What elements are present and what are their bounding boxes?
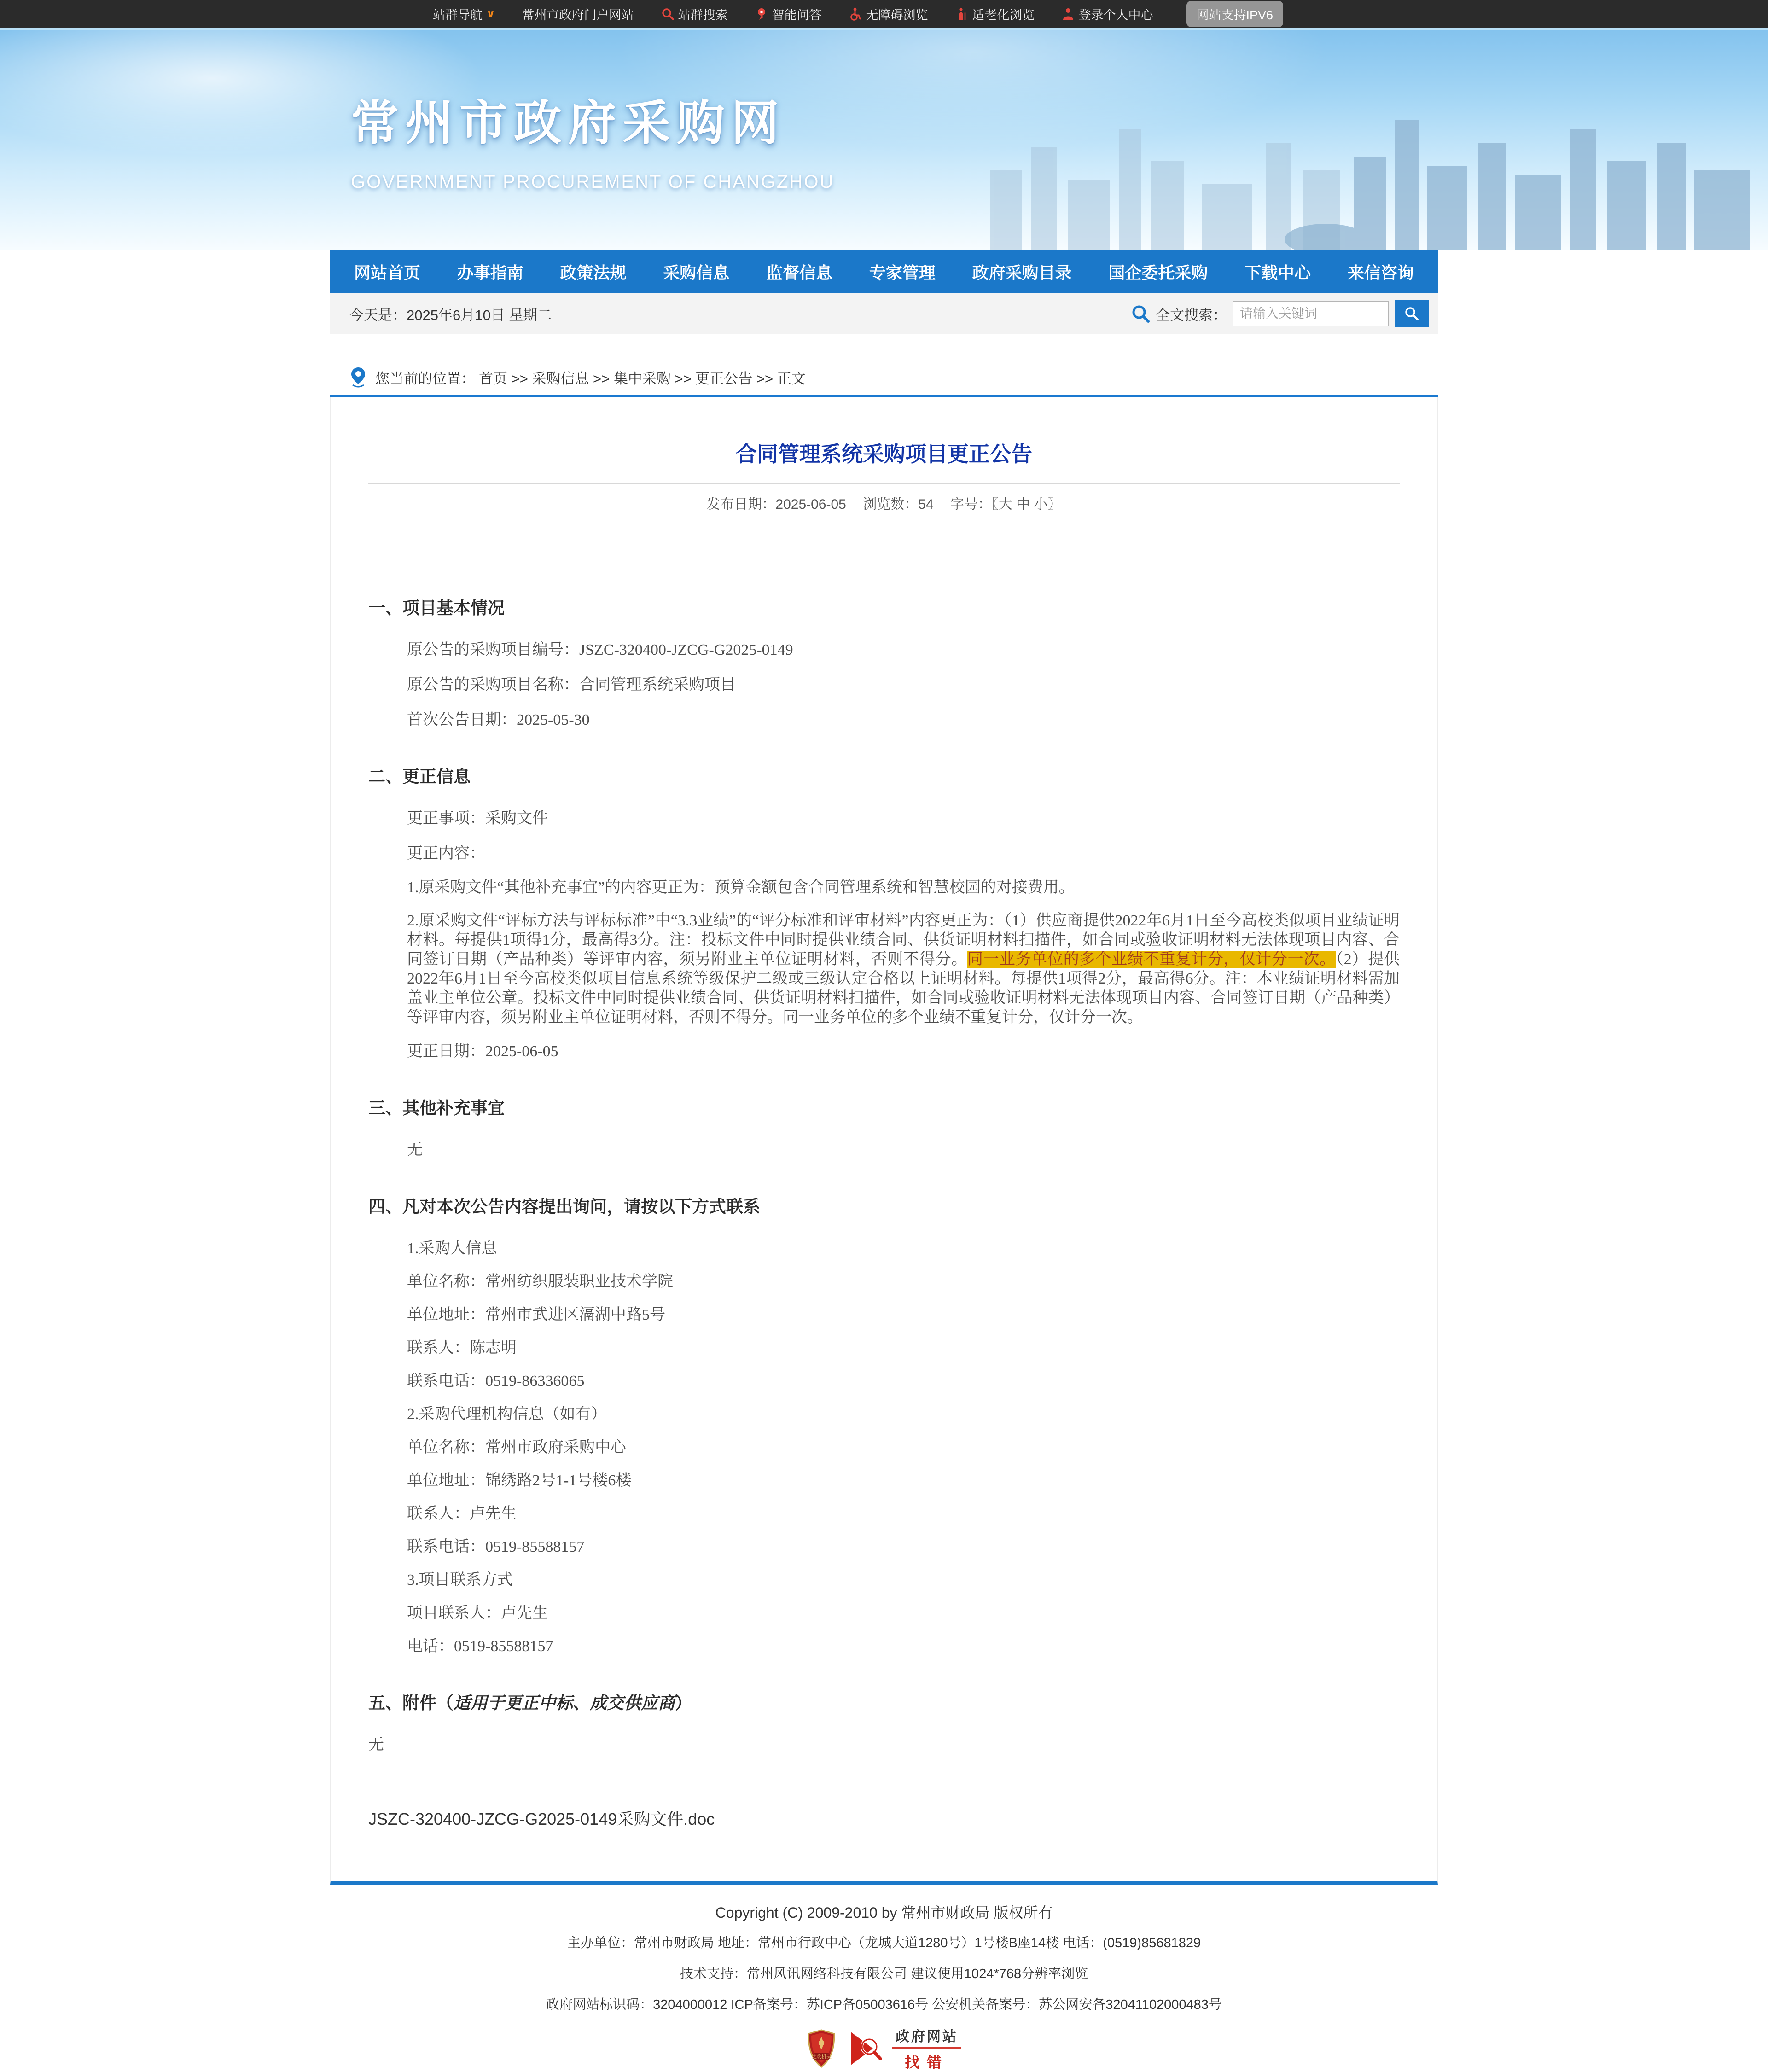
qa-bubble-icon: [755, 7, 768, 21]
user-icon: [1061, 7, 1075, 21]
elder-mode-label: 适老化浏览: [972, 8, 1035, 22]
nav-item-homepage[interactable]: 网站首页: [354, 263, 421, 282]
find-error-badge-divider: [892, 2047, 961, 2049]
nav-item-mail-consult[interactable]: 来信咨询: [1347, 263, 1414, 282]
site-logo-title: 常州市政府采购网: [351, 97, 786, 150]
portal-site-link[interactable]: [522, 5, 634, 23]
nav-item-experts[interactable]: 专家管理: [869, 263, 936, 282]
wheelchair-icon: [849, 7, 862, 21]
site-error-report-badge[interactable]: [848, 2025, 961, 2072]
date-search-bar: [330, 293, 1438, 334]
title-divider: [368, 483, 1400, 484]
attachment-doc-link[interactable]: JSZC-320400-JZCG-G2025-0149采购文件.doc: [368, 1810, 715, 1828]
correction-content-label: 更正内容：: [407, 845, 485, 862]
footer-tech-support: 技术支持：常州风讯网络科技有限公司 建议使用1024*768分辨率浏览: [680, 1967, 1088, 1981]
search-icon: [1131, 304, 1150, 323]
paragraph2-pre-text: 2.原采购文件“评标方法与评标标准”中“3.3业绩”的“评分标准和评审材料”内容更正为：（1）供应商提供2022年6月1日至今高校类似项目业绩证明材料。每提供1项得1分，最高得3分。注：投标文件中同时提供业绩合同、供货证明材料扫描件，如合同或验收证明材料无法体现项目内容、合同签订日期（产品种类）等评审内容，须另附业主单位证明材料，否则不得分。: [407, 912, 1400, 968]
site-banner: [0, 28, 1768, 250]
breadcrumb-prefix: 您当前的位置：: [375, 370, 475, 387]
search-label: 全文搜索：: [1156, 307, 1227, 323]
location-pin-icon: [349, 367, 367, 388]
find-error-badge-bottom-text: 找错: [904, 2054, 949, 2071]
page-footer: [330, 1885, 1438, 2072]
today-date-text: 今天是：2025年6月10日 星期二: [349, 307, 552, 323]
correction-paragraph-1: 1.原采购文件“其他补充事宜”的内容更正为：预算金额包含合同管理系统和智慧校园的对接费用。: [407, 879, 1075, 896]
footer-copyright: Copyright (C) 2009-2010 by 常州市财政局 版权所有: [715, 1904, 1053, 1921]
login-center-link[interactable]: [1061, 5, 1153, 23]
search-icon: [661, 7, 675, 21]
site-group-nav-label: 站群导航: [433, 8, 483, 22]
purchaser-address-line: 单位地址：常州市武进区滆湖中路5号: [407, 1306, 665, 1323]
find-error-icon: [848, 2029, 888, 2068]
view-count: 浏览数：54: [863, 497, 934, 512]
page-title: 合同管理系统采购项目更正公告: [736, 442, 1032, 466]
accessibility-label: 无障碍浏览: [866, 8, 928, 22]
breadcrumb: [330, 362, 1438, 397]
search-input[interactable]: [1233, 301, 1389, 326]
announcement-content: [330, 397, 1438, 1885]
font-size-switcher[interactable]: 字号：〖大 中 小〗: [950, 497, 1062, 512]
purchaser-group-title: 1.采购人信息: [407, 1240, 497, 1257]
site-logo-subtitle: GOVERNMENT PROCUREMENT OF CHANGZHOU: [351, 172, 835, 192]
section5-heading-italic: 适用于更正中标、成交供应商: [454, 1694, 675, 1712]
section3-heading: 三、其他补充事宜: [368, 1099, 505, 1117]
project-phone-line: 电话：0519-85588157: [407, 1638, 553, 1655]
nav-item-procurement-info[interactable]: 采购信息: [663, 263, 730, 282]
publish-date: 发布日期：2025-06-05: [706, 497, 846, 512]
first-announce-date-line: 首次公告日期：2025-05-30: [407, 711, 590, 728]
elder-person-icon: [955, 7, 969, 21]
top-utility-bar: [0, 0, 1768, 28]
project-contact-group-title: 3.项目联系方式: [407, 1571, 513, 1589]
nav-item-service-guide[interactable]: 办事指南: [457, 263, 523, 282]
nav-item-catalog[interactable]: 政府采购目录: [972, 263, 1072, 282]
project-name-line: 原公告的采购项目名称：合同管理系统采购项目: [407, 676, 736, 693]
correction-paragraph-2: [407, 911, 1400, 1027]
shield-badge-text: 党政机关: [811, 2054, 832, 2060]
smart-qa-label: 智能问答: [772, 8, 822, 22]
nav-item-policies[interactable]: 政策法规: [560, 263, 627, 282]
section4-heading: 四、凡对本次公告内容提出询问，请按以下方式联系: [368, 1197, 760, 1216]
nav-item-supervision[interactable]: 监督信息: [766, 263, 833, 282]
purchaser-name-line: 单位名称：常州纺织服装职业技术学院: [407, 1273, 673, 1290]
project-contact-line: 项目联系人：卢先生: [407, 1605, 548, 1622]
breadcrumb-trail[interactable]: 首页 >> 采购信息 >> 集中采购 >> 更正公告 >> 正文: [479, 370, 806, 387]
correction-item-line: 更正事项：采购文件: [407, 810, 548, 827]
correction-date-line: 更正日期：2025-06-05: [407, 1043, 558, 1060]
portal-site-label: 常州市政府门户网站: [522, 8, 634, 22]
accessibility-link[interactable]: [849, 5, 928, 23]
section1-heading: 一、项目基本情况: [368, 599, 505, 617]
agency-group-title: 2.采购代理机构信息（如有）: [407, 1406, 607, 1423]
site-group-search-label: 站群搜索: [678, 8, 728, 22]
ipv6-badge: 网站支持IPV6: [1186, 1, 1284, 27]
section5-body: 无: [368, 1736, 384, 1753]
section3-body: 无: [407, 1141, 423, 1158]
section5-heading-prefix: 五、附件（: [368, 1694, 454, 1712]
article-meta: [368, 493, 1400, 513]
agency-address-line: 单位地址：锦绣路2号1-1号楼6楼: [407, 1472, 632, 1489]
site-group-nav-toggle[interactable]: [433, 5, 495, 23]
purchaser-phone-line: 联系电话：0519-86336065: [407, 1373, 585, 1390]
paragraph2-highlighted-text: 同一业务单位的多个业绩不重复计分，仅计分一次。: [967, 951, 1336, 968]
footer-organizer: 主办单位：常州市财政局 地址：常州市行政中心（龙城大道1280号）1号楼B座14楼 电话：(0519)85681829: [567, 1936, 1201, 1950]
agency-name-line: 单位名称：常州市政府采购中心: [407, 1439, 626, 1456]
nav-item-soe-entrust[interactable]: 国企委托采购: [1108, 263, 1208, 282]
project-number-line: 原公告的采购项目编号：JSZC-320400-JZCG-G2025-0149: [407, 641, 793, 658]
agency-contact-line: 联系人：卢先生: [407, 1505, 517, 1522]
agency-phone-line: 联系电话：0519-85588157: [407, 1538, 585, 1555]
elder-mode-link[interactable]: [955, 5, 1035, 23]
purchaser-contact-line: 联系人：陈志明: [407, 1339, 517, 1356]
smart-qa-link[interactable]: [755, 5, 822, 23]
search-button[interactable]: [1395, 300, 1429, 327]
chevron-down-icon: ∨: [486, 7, 495, 20]
find-error-badge-top-text: 政府网站: [896, 2029, 958, 2044]
footer-identifiers: 政府网站标识码：3204000012 ICP备案号：苏ICP备05003616号 公安机关备案号：苏公网安备32041102000483号: [546, 1997, 1222, 2012]
nav-item-download-center[interactable]: 下载中心: [1245, 263, 1311, 282]
party-gov-shield-badge[interactable]: [807, 2029, 836, 2068]
section5-heading-suffix: ）: [675, 1694, 692, 1712]
magnifier-icon: [1404, 306, 1419, 321]
section5-heading: [368, 1693, 1400, 1713]
main-navigation: [330, 250, 1438, 293]
paragraph2-post-text: （2）提供2022年6月1日至今高校类似项目信息系统等级保护二级或三级认定合格以上证明材料。每提供1项得2分，最高得6分。注：本业绩证明材料需加盖业主单位公章。投标文件中同时提供业绩合同、供货证明材料扫描件，如合同或验收证明材料无法体现项目内容、合同签订日期（产品种类）等评审内容，须另附业主单位证明材料，否则不得分。同一业务单位的多个业绩不重复计分，仅计分一次。: [407, 951, 1400, 1026]
site-group-search-link[interactable]: [661, 5, 728, 23]
section2-heading: 二、更正信息: [368, 767, 471, 786]
fulltext-search: [1131, 300, 1429, 327]
login-center-label: 登录个人中心: [1078, 8, 1153, 22]
